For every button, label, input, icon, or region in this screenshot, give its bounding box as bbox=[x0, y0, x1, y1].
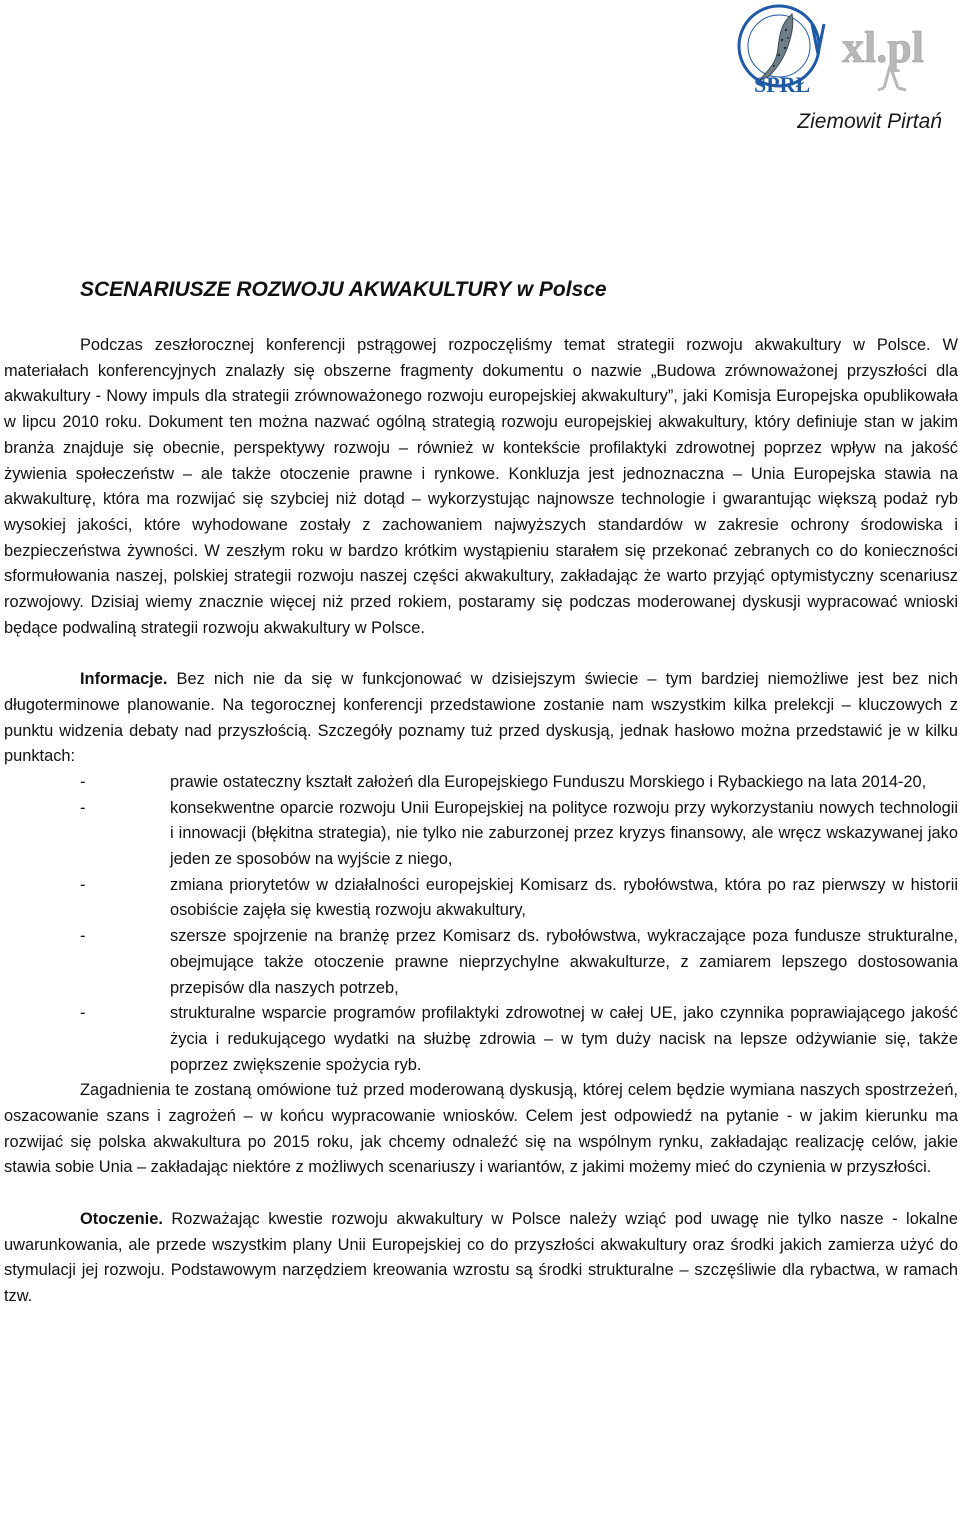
header-logos bbox=[720, 0, 960, 100]
list-item-text: zmiana priorytetów w działalności europejskiej Komisarz ds. rybołówstwa, która po raz pierwszy w historii osobiście zajęła się kwestią rozwoju akwakultury, bbox=[170, 875, 958, 920]
list-item bbox=[4, 873, 958, 924]
list-item-text: prawie ostateczny kształt założeń dla Europejskiego Funduszu Morskiego i Rybackiego na lata 2014-20, bbox=[170, 772, 927, 791]
list-item bbox=[4, 924, 958, 1001]
xl-logo-text: xl.pl bbox=[842, 23, 924, 72]
xl-logo bbox=[838, 6, 956, 92]
list-item bbox=[4, 770, 958, 796]
bullet-dash: - bbox=[80, 927, 86, 946]
list-item bbox=[4, 1001, 958, 1078]
list-item-text: konsekwentne oparcie rozwoju Unii Europejskiej na polityce rozwoju przy wykorzystaniu nowych technologii i innowacji (błękitna strategia), nie tylko nie zaburzonej przez kryzys finansowy, ale wręcz wskazywanej jako jeden ze sposobów na wyjście z niego, bbox=[170, 798, 958, 869]
sprl-logo bbox=[724, 0, 834, 100]
paragraph-text: Bez nich nie da się w funkcjonować w dzisiejszym świecie – tym bardziej niemożliwe jest bez nich długoterminowe planowanie. Na tegorocznej konferencji przedstawione zostanie nam wszystkim kilka prelekcji – kluczowych z punktu widzenia debaty nad przyszłością. Szczegóły poznamy tuż przed dyskusją, jednak hasłowo można przedstawić je w kilku punktach: bbox=[4, 670, 958, 766]
bullet-dash: - bbox=[80, 798, 86, 817]
list-item-text: szersze spojrzenie na branżę przez Komisarz ds. rybołówstwa, wykraczające poza fundusze strukturalne, obejmujące także otoczenie prawne nieprzychylne akwakulturze, z zamiarem lepszego dostosowania przepisów dla naszych potrzeb, bbox=[170, 927, 958, 997]
paragraph-lead: Informacje. bbox=[80, 670, 168, 689]
paragraph-zagadnienia: Zagadnienia te zostaną omówione tuż przed moderowaną dyskusją, której celem będzie wymiana naszych spostrzeżeń, oszacowanie szans i zagrożeń – w końcu wypracowanie wniosków. Celem jest odpowiedź na pytanie - w jakim kierunku ma rozwijać się polska akwakultura po 2015 roku, jak chcemy odnaleźć się na wspólnym rynku, zakładając realizację celów, jakie stawia sobie Unia – zakładając niektóre z możliwych scenariuszy i wariantów, z jakimi możemy mieć do czynienia w przyszłości. bbox=[4, 1081, 958, 1177]
paragraph-intro: Podczas zeszłorocznej konferencji pstrągowej rozpoczęliśmy temat strategii rozwoju akwakultury w Polsce. W materiałach konferencyjnych znalazły się obszerne fragmenty dokumentu o nazwie „Budowa zrównoważonej przyszłości dla akwakultury - Nowy impuls dla strategii zrównoważonego rozwoju europejskiej akwakultury”, jaki Komisja Europejska opublikowała w lipcu 2010 roku. Dokument ten można nazwać ogólną strategią rozwoju europejskiej akwakultury, który definiuje stan w jakim branża znajduje się obecnie, perspektywy rozwoju – również w kontekście profilaktyki zdrowotnej poprzez wpływ na jakość żywienia społeczeństw – ale także otoczenie prawne i rynkowe. Konkluzja jest jednoznaczna – Unia Europejska stawia na akwakulturę, która ma rozwijać się szybciej niż dotąd – wykorzystując najnowsze technologie i gwarantując większą podaż ryb wysokiej jakości, które wyhodowane zostały z zachowaniem najwyższych standardów w zakresie ochrony środowiska i bezpieczeństwa żywności. W zeszłym roku w bardzo krótkim wystąpieniu starałem się przekonać zebranych co do konieczności sformułowania naszej, polskiej strategii rozwoju naszej części akwakultury, zakładając że warto przyjąć optymistyczny scenariusz rozwojowy. Dzisiaj wiemy znacznie więcej niż przed rokiem, postaramy się podczas moderowanej dyskusji wypracować wnioski będące podwaliną strategii rozwoju akwakultury w Polsce. bbox=[4, 336, 958, 637]
paragraph-otoczenie bbox=[4, 1207, 958, 1310]
bullet-dash: - bbox=[80, 772, 86, 791]
document-title: SCENARIUSZE ROZWOJU AKWAKULTURY w Polsce bbox=[80, 278, 607, 301]
list-item bbox=[4, 796, 958, 873]
sprl-logo-text: SPRŁ bbox=[754, 72, 811, 97]
list-item-text: strukturalne wsparcie programów profilaktyki zdrowotnej w całej UE, jako czynnika poprawiającego jakość życia i redukującego wydatki na służbę zdrowia – w tym duży nacisk na lepsze odżywianie się, także poprzez zwiększenie spożycia ryb. bbox=[170, 1004, 958, 1074]
bullet-dash: - bbox=[80, 875, 86, 894]
bullet-list bbox=[4, 770, 958, 1078]
paragraph-informacje bbox=[4, 667, 958, 770]
document-body bbox=[4, 333, 958, 1310]
paragraph-text: Rozważając kwestie rozwoju akwakultury w Polsce należy wziąć pod uwagę nie tylko nasze - lokalne uwarunkowania, ale przede wszystkim plany Unii Europejskiej co do przyszłości akwakultury oraz środki jakich zamierza użyć do stymulacji jej rozwoju. Podstawowym narzędziem kreowania wzrostu są środki strukturalne – szczęśliwie dla rybactwa, w ramach tzw. bbox=[4, 1209, 958, 1305]
paragraph-lead: Otoczenie. bbox=[80, 1209, 163, 1228]
bullet-dash: - bbox=[80, 1004, 86, 1023]
author-name: Ziemowit Pirtań bbox=[797, 110, 942, 133]
